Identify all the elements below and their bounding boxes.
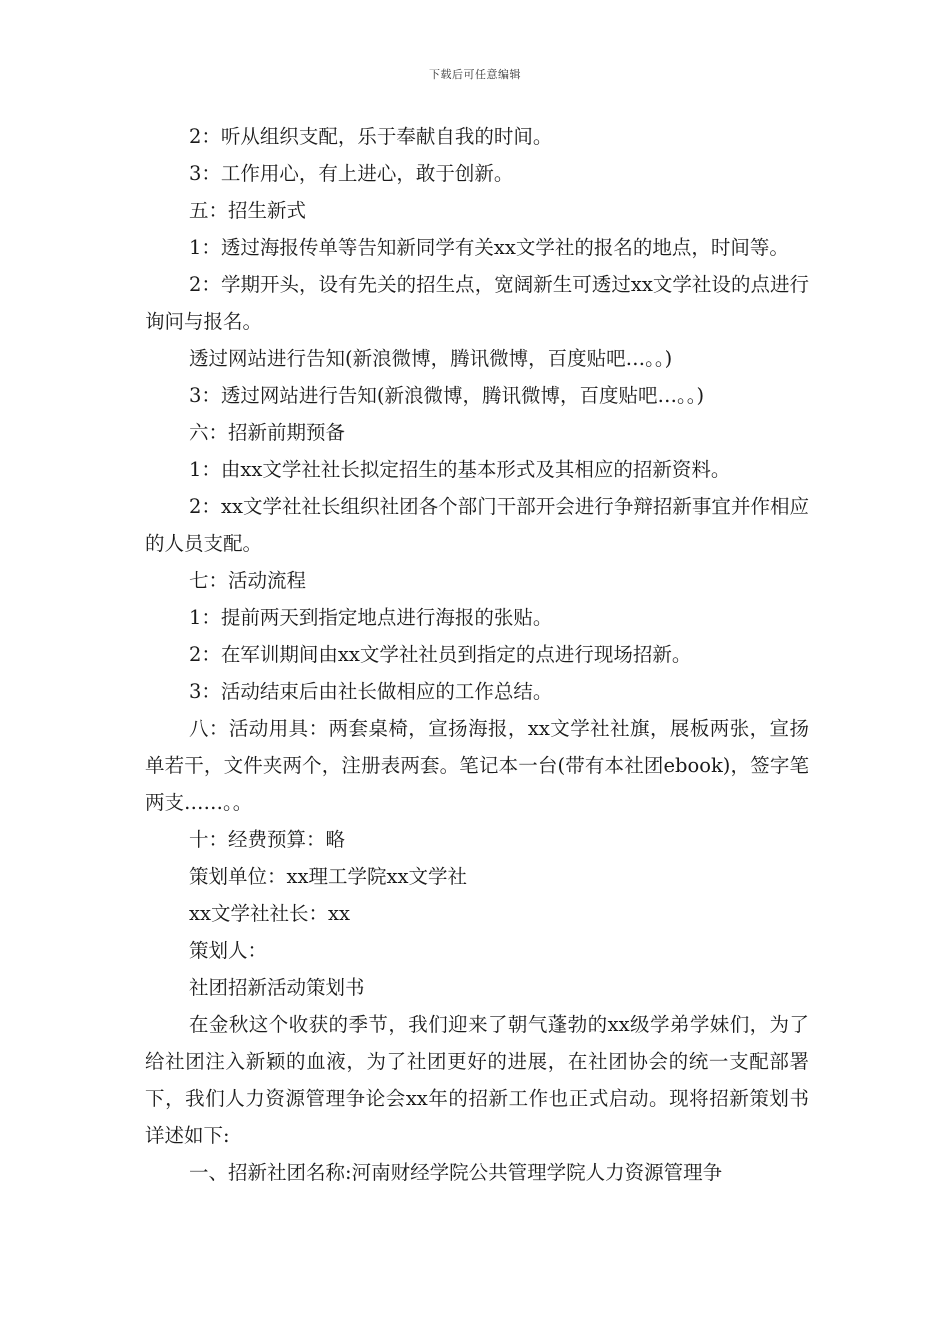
paragraph-16: 十：经费预算：略 bbox=[189, 828, 346, 851]
page-header: 下载后可任意编辑 bbox=[429, 68, 521, 81]
paragraph-8: 六：招新前期预备 bbox=[189, 421, 346, 444]
paragraph-9: 1：由xx文学社社长拟定招生的基本形式及其相应的招新资料。 bbox=[189, 458, 731, 481]
paragraph-14: 3：活动结束后由社长做相应的工作总结。 bbox=[189, 680, 553, 703]
paragraph-4: 1：透过海报传单等告知新同学有关xx文学社的报名的地点，时间等。 bbox=[189, 236, 789, 259]
paragraph-17: 策划单位：xx理工学院xx文学社 bbox=[189, 865, 467, 888]
paragraph-13: 2：在军训期间由xx文学社社员到指定的点进行现场招新。 bbox=[189, 643, 692, 666]
paragraph-22: 一、招新社团名称:河南财经学院公共管理学院人力资源管理争 bbox=[189, 1161, 723, 1184]
paragraph-6: 透过网站进行告知(新浪微博，腾讯微博，百度贴吧…。。) bbox=[189, 347, 673, 370]
paragraph-10: 2：xx文学社社长组织社团各个部门干部开会进行争辩招新事宜并作相应的人员支配。 bbox=[145, 495, 809, 555]
paragraph-20: 社团招新活动策划书 bbox=[189, 976, 365, 999]
paragraph-7: 3：透过网站进行告知(新浪微博，腾讯微博，百度贴吧…。。) bbox=[189, 384, 705, 407]
paragraph-11: 七：活动流程 bbox=[189, 569, 307, 592]
paragraph-12: 1：提前两天到指定地点进行海报的张贴。 bbox=[189, 606, 553, 629]
paragraph-1: 2：听从组织支配，乐于奉献自我的时间。 bbox=[189, 125, 553, 148]
paragraph-3: 五：招生新式 bbox=[189, 199, 307, 222]
paragraph-19: 策划人： bbox=[189, 939, 268, 962]
paragraph-21: 在金秋这个收获的季节，我们迎来了朝气蓬勃的xx级学弟学妹们，为了给社团注入新颖的血液，为了社团更好的进展，在社团协会的统一支配部署下，我们人力资源管理争论会xx年的招新工作也正式启动。现将招新策划书详述如下: bbox=[145, 1013, 809, 1147]
paragraph-15: 八：活动用具：两套桌椅，宣扬海报，xx文学社社旗，展板两张，宣扬单若干，文件夹两个，注册表两套。笔记本一台(带有本社团ebook)，签字笔两支……。。 bbox=[145, 717, 809, 814]
paragraph-18: xx文学社社长：xx bbox=[189, 902, 350, 925]
paragraph-5: 2：学期开头，设有先关的招生点，宽阔新生可透过xx文学社设的点进行询问与报名。 bbox=[145, 273, 809, 333]
document-body bbox=[145, 118, 809, 1191]
paragraph-2: 3：工作用心，有上进心，敢于创新。 bbox=[189, 162, 514, 185]
